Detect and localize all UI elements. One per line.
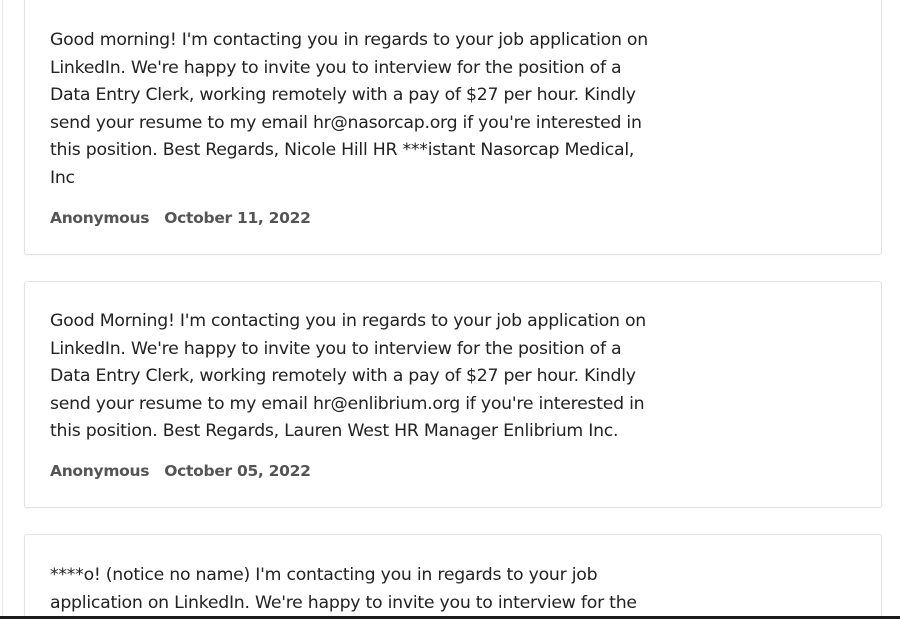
review-date: October 11, 2022 [164,209,311,227]
left-divider [2,0,3,619]
review-meta [50,462,311,480]
review-card [24,534,882,619]
review-meta [50,209,311,227]
review-author: Anonymous [50,462,150,480]
review-card [24,0,882,255]
review-text: Good morning! I'm contacting you in regards to your job application on LinkedIn. We're happy to invite you to interview for the position of a Data Entry Clerk, working remotely with a pay of $27 per hour. Kindly send your resume to my email hr@nasorcap.org if you're interested in this position. Best Regards, Nicole Hill HR ***istant Nasorcap Medical, Inc [50,30,648,188]
review-date: October 05, 2022 [164,462,311,480]
review-text: Good Morning! I'm contacting you in regards to your job application on LinkedIn. We're happy to invite you to interview for the position of a Data Entry Clerk, working remotely with a pay of $27 per hour. Kindly send your resume to my email hr@enlibrium.org if you're interested in this position. Best Regards, Lauren West HR Manager Enlibrium Inc. [50,311,646,441]
review-author: Anonymous [50,209,150,227]
review-card [24,281,882,508]
review-text: ****o! (notice no name) I'm contacting you in regards to your job application on LinkedIn. We're happy to invite you to interview for the [50,565,637,613]
